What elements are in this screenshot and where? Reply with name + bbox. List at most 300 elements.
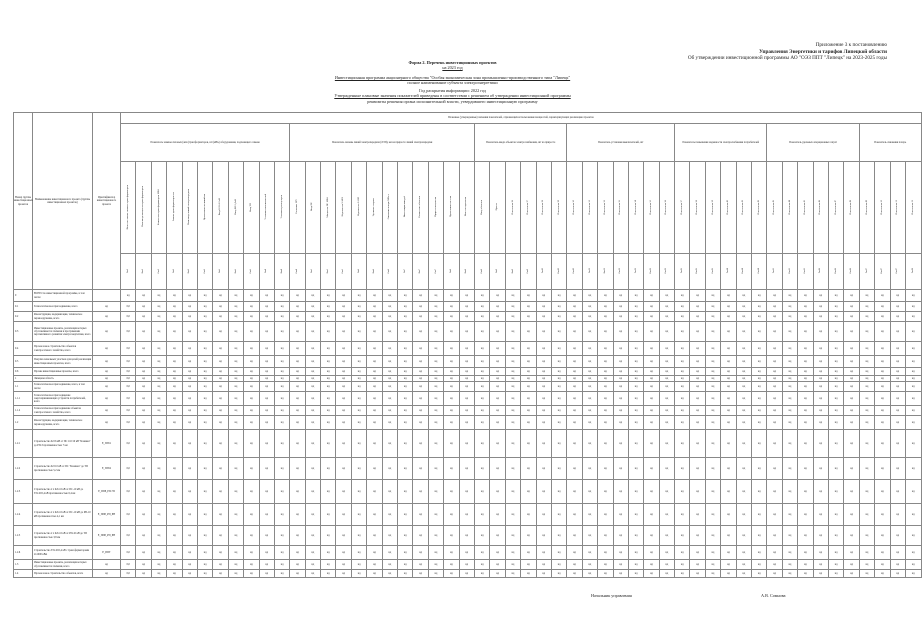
row-project-id: Е_ППт2	[93, 458, 121, 480]
table-cell: нд	[290, 526, 305, 546]
table-cell: нд	[521, 376, 536, 382]
table-cell: нд	[290, 392, 305, 406]
table-cell: нд	[644, 322, 659, 342]
table-cell: нд	[428, 382, 443, 392]
indicator-header-label: Удельные затраты	[372, 197, 376, 217]
column-code	[598, 254, 613, 290]
table-cell: нд	[321, 526, 336, 546]
table-cell: нд	[351, 322, 366, 342]
table-cell: нд	[151, 504, 166, 526]
table-cell: нд	[813, 356, 828, 368]
indicator-header	[736, 162, 751, 254]
column-code	[828, 254, 843, 290]
table-cell: нд	[167, 342, 182, 356]
table-cell: нд	[905, 312, 921, 322]
column-code	[521, 254, 536, 290]
table-cell: нд	[813, 312, 828, 322]
table-cell: нд	[490, 560, 505, 570]
row-project-name: Реконструкция, модернизация, техническое перевооружение, всего	[33, 416, 93, 430]
table-cell: нд	[521, 382, 536, 392]
table-cell: нд	[567, 560, 582, 570]
table-cell: нд	[336, 392, 351, 406]
column-code-label: Гм18	[910, 268, 914, 274]
table-cell: нд	[367, 546, 382, 560]
table-cell: нд	[613, 302, 628, 312]
table-cell: нд	[536, 356, 551, 368]
column-code-label: Км4	[279, 268, 283, 274]
table-cell: нд	[290, 368, 305, 376]
table-cell: нд	[752, 430, 767, 458]
table-cell: нд	[521, 570, 536, 578]
table-cell: нд	[690, 458, 705, 480]
table-cell: нд	[613, 322, 628, 342]
table-cell: нд	[474, 570, 489, 578]
table-cell: нд	[813, 430, 828, 458]
table-cell: нд	[813, 526, 828, 546]
table-cell: нд	[228, 416, 243, 430]
table-cell: нд	[782, 526, 797, 546]
table-cell: 0,0	[121, 546, 136, 560]
table-cell: нд	[798, 546, 813, 560]
table-cell: нд	[351, 416, 366, 430]
table-cell: нд	[259, 382, 274, 392]
table-cell: нд	[828, 342, 843, 356]
table-cell: нд	[690, 430, 705, 458]
table-cell: нд	[367, 342, 382, 356]
table-cell: нд	[474, 406, 489, 416]
column-code-label: Гм9	[495, 268, 499, 273]
table-cell: нд	[890, 546, 905, 560]
table-cell: нд	[844, 392, 859, 406]
table-cell: нд	[675, 526, 690, 546]
indicator-header	[167, 162, 182, 254]
table-cell: нд	[367, 430, 382, 458]
table-cell: нд	[521, 406, 536, 416]
table-cell: 0,0	[121, 302, 136, 312]
left-header-3: Идентификатор инвестиционного проекта	[93, 113, 121, 290]
table-cell: нд	[521, 290, 536, 302]
table-cell: нд	[813, 570, 828, 578]
table-cell: нд	[398, 430, 413, 458]
table-cell: нд	[828, 546, 843, 560]
table-cell: нд	[536, 480, 551, 504]
indicator-header-label: Прочее	[495, 203, 499, 211]
table-cell: нд	[705, 392, 720, 406]
table-cell: нд	[444, 416, 459, 430]
table-cell: нд	[197, 376, 212, 382]
table-cell: нд	[582, 546, 597, 560]
table-cell: нд	[290, 570, 305, 578]
table-cell: нд	[413, 504, 428, 526]
table-cell: нд	[474, 458, 489, 480]
table-cell: нд	[890, 302, 905, 312]
table-cell: нд	[813, 342, 828, 356]
table-cell: нд	[536, 560, 551, 570]
table-cell: нд	[798, 560, 813, 570]
indicator-header-label: Показатель 48	[849, 199, 853, 215]
table-cell: 0,0	[121, 526, 136, 546]
column-code-label: Гм17	[864, 268, 868, 274]
table-cell: нд	[182, 392, 197, 406]
table-cell: нд	[428, 416, 443, 430]
table-cell: нд	[721, 504, 736, 526]
table-cell: нд	[505, 526, 520, 546]
indicator-header-label: Показатель 41	[741, 199, 745, 215]
table-cell: нд	[859, 406, 874, 416]
table-cell: нд	[628, 504, 643, 526]
table-cell: нд	[213, 430, 228, 458]
table-cell: нд	[798, 312, 813, 322]
table-cell: нд	[398, 480, 413, 504]
table-cell: нд	[798, 376, 813, 382]
table-cell: нд	[798, 290, 813, 302]
table-cell: нд	[767, 406, 782, 416]
indicator-header-label: Протяженность линий км	[202, 193, 206, 220]
table-cell: нд	[890, 342, 905, 356]
table-cell: нд	[459, 430, 474, 458]
indicator-header	[859, 162, 874, 254]
table-cell: нд	[721, 342, 736, 356]
table-cell: нд	[767, 312, 782, 322]
table-cell: нд	[798, 526, 813, 546]
column-code	[767, 254, 782, 290]
table-cell: нд	[167, 416, 182, 430]
table-cell: нд	[428, 570, 443, 578]
table-cell: нд	[136, 526, 151, 546]
table-cell: нд	[828, 312, 843, 322]
table-cell: нд	[551, 458, 566, 480]
table-cell: нд	[228, 312, 243, 322]
table-cell: нд	[582, 356, 597, 368]
table-cell: нд	[444, 368, 459, 376]
table-cell: нд	[244, 570, 259, 578]
table-cell: нд	[474, 382, 489, 392]
table-cell: нд	[859, 376, 874, 382]
table-cell: нд	[752, 546, 767, 560]
table-cell: нд	[321, 392, 336, 406]
table-cell: нд	[828, 458, 843, 480]
table-cell: нд	[382, 560, 397, 570]
table-cell: нд	[567, 504, 582, 526]
table-cell: нд	[767, 368, 782, 376]
table-cell: нд	[752, 504, 767, 526]
table-cell: нд	[444, 342, 459, 356]
column-code	[505, 254, 520, 290]
table-cell: нд	[767, 376, 782, 382]
row-number: 1.1	[14, 382, 33, 392]
table-cell: нд	[228, 290, 243, 302]
table-cell: нд	[628, 570, 643, 578]
projects-table-wrapper	[13, 112, 915, 575]
table-cell: нд	[367, 526, 382, 546]
table-cell: нд	[890, 480, 905, 504]
table-cell: нд	[382, 416, 397, 430]
table-row	[14, 312, 922, 322]
table-cell: нд	[675, 480, 690, 504]
table-cell: нд	[752, 382, 767, 392]
table-cell: нд	[305, 406, 320, 416]
table-cell: нд	[628, 376, 643, 382]
table-cell: нд	[244, 526, 259, 546]
table-cell: нд	[767, 382, 782, 392]
table-cell: нд	[736, 290, 751, 302]
indicator-header-label: Показатель 47	[833, 199, 837, 215]
table-cell: нд	[659, 312, 674, 322]
table-cell: нд	[213, 504, 228, 526]
table-cell: нд	[536, 376, 551, 382]
column-code	[382, 254, 397, 290]
table-cell: нд	[582, 376, 597, 382]
table-cell: нд	[351, 504, 366, 526]
column-code	[905, 254, 921, 290]
table-cell: нд	[690, 406, 705, 416]
table-row	[14, 302, 922, 312]
table-cell: нд	[321, 382, 336, 392]
table-cell: нд	[490, 406, 505, 416]
table-cell: 0,0	[121, 382, 136, 392]
table-cell: нд	[598, 290, 613, 302]
table-cell: нд	[675, 368, 690, 376]
table-cell: нд	[721, 368, 736, 376]
table-cell: нд	[521, 312, 536, 322]
table-cell: нд	[167, 458, 182, 480]
table-cell: нд	[675, 430, 690, 458]
table-cell: нд	[690, 322, 705, 342]
table-cell: нд	[305, 526, 320, 546]
table-cell: нд	[167, 430, 182, 458]
table-cell: нд	[782, 416, 797, 430]
program-block	[0, 75, 905, 86]
table-cell: нд	[690, 560, 705, 570]
column-code-label: Ом2	[202, 268, 206, 274]
table-cell: нд	[813, 322, 828, 342]
table-cell: нд	[182, 312, 197, 322]
column-code-label: Ом7	[433, 268, 437, 274]
table-cell: нд	[705, 322, 720, 342]
table-cell: нд	[844, 546, 859, 560]
table-cell: нд	[136, 368, 151, 376]
table-cell: нд	[136, 302, 151, 312]
table-cell: нд	[244, 504, 259, 526]
table-cell: нд	[167, 290, 182, 302]
table-cell: нд	[182, 480, 197, 504]
table-cell: нд	[459, 322, 474, 342]
table-cell: нд	[274, 376, 289, 382]
table-cell: нд	[444, 312, 459, 322]
column-code-label: Км17	[879, 268, 883, 274]
table-cell: нд	[490, 290, 505, 302]
indicator-header	[197, 162, 212, 254]
table-cell: нд	[274, 458, 289, 480]
table-cell: нд	[151, 290, 166, 302]
table-cell: нд	[505, 406, 520, 416]
table-cell: нд	[705, 368, 720, 376]
group-header-3: Показатель ввода объектов электроснабжения, шт на приросте	[474, 124, 566, 162]
table-cell: нд	[890, 560, 905, 570]
table-cell: нд	[613, 458, 628, 480]
table-row	[14, 480, 922, 504]
table-cell: нд	[705, 376, 720, 382]
column-code-label: Гм7	[402, 268, 406, 273]
indicator-header-label: Показатель 50	[879, 199, 883, 215]
table-cell: нд	[628, 526, 643, 546]
column-code-label: Гм15	[772, 268, 776, 274]
table-cell: нд	[290, 356, 305, 368]
table-cell: нд	[474, 368, 489, 376]
table-cell: нд	[782, 312, 797, 322]
table-cell: нд	[305, 322, 320, 342]
table-cell: нд	[875, 290, 890, 302]
table-cell: нд	[351, 382, 366, 392]
table-cell: нд	[382, 382, 397, 392]
table-cell: нд	[398, 392, 413, 406]
table-cell: нд	[659, 342, 674, 356]
table-cell: нд	[798, 392, 813, 406]
table-cell: нд	[182, 570, 197, 578]
column-code-label: Ом1	[156, 268, 160, 274]
table-cell: нд	[305, 342, 320, 356]
table-cell: нд	[875, 392, 890, 406]
table-cell: нд	[567, 382, 582, 392]
table-cell: нд	[798, 356, 813, 368]
table-cell: нд	[321, 570, 336, 578]
table-cell: нд	[474, 526, 489, 546]
table-cell: нд	[290, 406, 305, 416]
table-cell: нд	[167, 546, 182, 560]
table-cell: 0,0	[121, 416, 136, 430]
table-cell: нд	[598, 560, 613, 570]
indicator-header-label: Показатель 44	[787, 199, 791, 215]
indicator-header-label: Показатель 45	[802, 199, 806, 215]
table-cell: нд	[536, 546, 551, 560]
table-cell: нд	[705, 312, 720, 322]
table-cell: нд	[459, 546, 474, 560]
indicator-header-label: Ввод ПС	[310, 202, 314, 212]
table-cell: 0,0	[121, 504, 136, 526]
table-cell: нд	[367, 368, 382, 376]
table-cell: нд	[659, 302, 674, 312]
table-cell: нд	[628, 560, 643, 570]
row-number: 1.2.1	[14, 430, 33, 458]
table-cell: нд	[644, 458, 659, 480]
table-cell: нд	[490, 312, 505, 322]
table-cell: нд	[321, 290, 336, 302]
table-cell: нд	[444, 560, 459, 570]
table-cell: нд	[336, 368, 351, 376]
table-cell: нд	[305, 392, 320, 406]
table-cell: нд	[305, 416, 320, 430]
column-code-label: Км9	[510, 268, 514, 274]
table-cell: нд	[875, 406, 890, 416]
table-cell: нд	[598, 342, 613, 356]
table-cell: нд	[398, 382, 413, 392]
table-cell: нд	[274, 382, 289, 392]
column-code-label: Ом3	[248, 268, 252, 274]
table-cell: нд	[197, 560, 212, 570]
table-cell: нд	[798, 406, 813, 416]
table-cell: нд	[444, 406, 459, 416]
table-cell: нд	[259, 504, 274, 526]
table-cell: нд	[290, 312, 305, 322]
table-cell: нд	[659, 546, 674, 560]
table-cell: нд	[274, 290, 289, 302]
table-cell: нд	[551, 356, 566, 368]
indicator-header	[259, 162, 274, 254]
table-cell: нд	[274, 392, 289, 406]
table-cell: нд	[197, 416, 212, 430]
table-cell: нд	[659, 290, 674, 302]
table-cell: нд	[598, 368, 613, 376]
table-cell: нд	[259, 376, 274, 382]
table-cell: нд	[428, 356, 443, 368]
column-code	[367, 254, 382, 290]
table-cell: нд	[182, 504, 197, 526]
table-cell: нд	[844, 302, 859, 312]
table-cell: нд	[521, 302, 536, 312]
table-cell: нд	[505, 356, 520, 368]
table-cell: нд	[828, 430, 843, 458]
indicator-header	[782, 162, 797, 254]
table-cell: нд	[705, 382, 720, 392]
table-cell: нд	[705, 526, 720, 546]
row-number: 1.1.1	[14, 392, 33, 406]
table-cell: нд	[613, 392, 628, 406]
table-cell: нд	[675, 416, 690, 430]
indicator-header-label: Количество трансформаторов МВА	[156, 188, 160, 226]
table-cell: нд	[213, 302, 228, 312]
table-cell: нд	[228, 382, 243, 392]
table-cell: нд	[474, 480, 489, 504]
indicator-header	[767, 162, 782, 254]
column-code	[798, 254, 813, 290]
table-cell: нд	[828, 382, 843, 392]
table-cell: нд	[213, 392, 228, 406]
table-cell: нд	[428, 376, 443, 382]
approval-line-2: Управления Энергетики и тарифов Липецкой области	[759, 48, 887, 55]
table-cell: нд	[367, 504, 382, 526]
table-cell: нд	[813, 290, 828, 302]
table-cell: нд	[228, 430, 243, 458]
table-cell: нд	[567, 368, 582, 376]
table-cell: нд	[274, 546, 289, 560]
table-row	[14, 504, 922, 526]
table-cell: нд	[567, 416, 582, 430]
row-project-id: Е_ППТ	[93, 546, 121, 560]
table-cell: нд	[459, 392, 474, 406]
table-cell: нд	[136, 342, 151, 356]
table-cell: нд	[536, 302, 551, 312]
table-cell: нд	[474, 376, 489, 382]
table-cell: нд	[613, 356, 628, 368]
table-cell: нд	[228, 526, 243, 546]
column-code-label: Гм12	[633, 268, 637, 274]
indicator-header-label: Надежность SAIFI	[356, 197, 360, 217]
table-cell: нд	[628, 392, 643, 406]
table-cell: нд	[321, 376, 336, 382]
table-cell: нд	[305, 376, 320, 382]
table-cell: нд	[890, 312, 905, 322]
approval-line-1: Приложение 3 к постановлению	[815, 42, 887, 48]
table-cell: нд	[628, 356, 643, 368]
table-cell: нд	[367, 392, 382, 406]
column-code	[290, 254, 305, 290]
table-cell: нд	[521, 430, 536, 458]
table-cell: нд	[321, 560, 336, 570]
table-cell: нд	[752, 302, 767, 312]
table-cell: нд	[859, 290, 874, 302]
table-cell: нд	[690, 416, 705, 430]
table-cell: нд	[136, 560, 151, 570]
